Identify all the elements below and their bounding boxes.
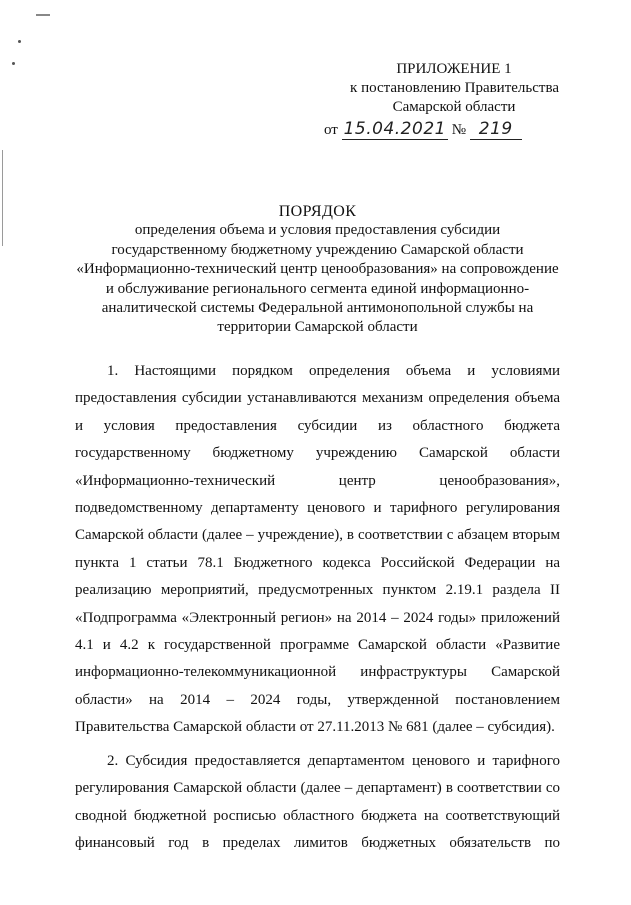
paragraph-1-line: информационно-телекоммуникационной инфраструктуры Самарской xyxy=(75,664,560,681)
title-line: определения объема и условия предоставления субсидии xyxy=(134,222,501,239)
paragraph-1-line: подведомственному департаменту ценового и тарифного регулирования xyxy=(75,500,560,517)
document-heading: ПОРЯДОК xyxy=(278,203,357,220)
title-line: «Информационно-технический центр ценообразования» на сопровождение xyxy=(76,261,559,278)
appendix-line-2: Самарской области xyxy=(392,99,516,115)
title-line: государственному бюджетному учреждению Самарской области xyxy=(111,241,524,258)
scan-mark-top xyxy=(36,14,50,16)
document-body xyxy=(75,358,560,857)
number-value-handwritten: 219 xyxy=(470,120,522,140)
title-line: и обслуживание регионального сегмента единой информационно- xyxy=(105,280,530,297)
appendix-line-1: к постановлению Правительства xyxy=(350,80,559,96)
appendix-title: ПРИЛОЖЕНИЕ 1 xyxy=(396,61,512,77)
paragraph-2-line: 2. Субсидия предоставляется департаментом ценового и тарифного xyxy=(107,752,560,769)
paragraph-1-line: пункта 1 статьи 78.1 Бюджетного кодекса Российской Федерации на xyxy=(75,554,560,571)
document-title-block xyxy=(70,202,565,338)
appendix-date-line xyxy=(299,117,559,140)
scan-edge-line xyxy=(2,150,3,246)
date-value-handwritten: 15.04.2021 xyxy=(343,119,446,139)
paragraph-1-line: «Подпрограмма «Электронный регион» на 2014 – 2024 годы» приложений xyxy=(75,609,560,626)
scan-dot xyxy=(12,62,15,65)
paragraph-1-line: и условия предоставления субсидии из областного бюджета xyxy=(75,417,560,434)
number-sign: № xyxy=(451,122,467,138)
title-line: аналитической системы Федеральной антимонопольной службы на xyxy=(101,300,534,317)
paragraph-1-line: Самарской области (далее – учреждение), в соответствии с абзацем вторым xyxy=(75,527,560,544)
paragraph-1-line: 1. Настоящими порядком определения объема и условиями xyxy=(107,363,560,379)
paragraph-1-line: «Информационно-технический центр ценообразования», xyxy=(75,472,560,489)
paragraph-1-line: области» на 2014 – 2024 годы, утвержденной постановлением xyxy=(75,691,560,708)
scan-dot xyxy=(18,40,21,43)
paragraph-2-line: сводной бюджетной росписью областного бюджета на соответствующий xyxy=(75,807,560,824)
paragraph-2-line: регулирования Самарской области (далее – департамент) в соответствии со xyxy=(75,780,560,797)
paragraph-1-line: государственному бюджетному учреждению Самарской области xyxy=(75,445,560,462)
appendix-header xyxy=(299,60,559,140)
paragraph-1-line: Правительства Самарской области от 27.11.2013 № 681 (далее – субсидия). xyxy=(75,719,555,736)
paragraph-1-line: реализацию мероприятий, предусмотренных пунктом 2.19.1 раздела II xyxy=(75,582,560,599)
paragraph-1-line: 4.1 и 4.2 к государственной программе Самарской области «Развитие xyxy=(75,637,560,654)
date-prefix: от xyxy=(324,122,338,138)
paragraph-1-line: предоставления субсидии устанавливаются механизм определения объема xyxy=(75,390,560,407)
paragraph-2-line: финансовый год в пределах лимитов бюджетных обязательств по xyxy=(75,834,560,851)
title-line: территории Самарской области xyxy=(217,319,418,336)
